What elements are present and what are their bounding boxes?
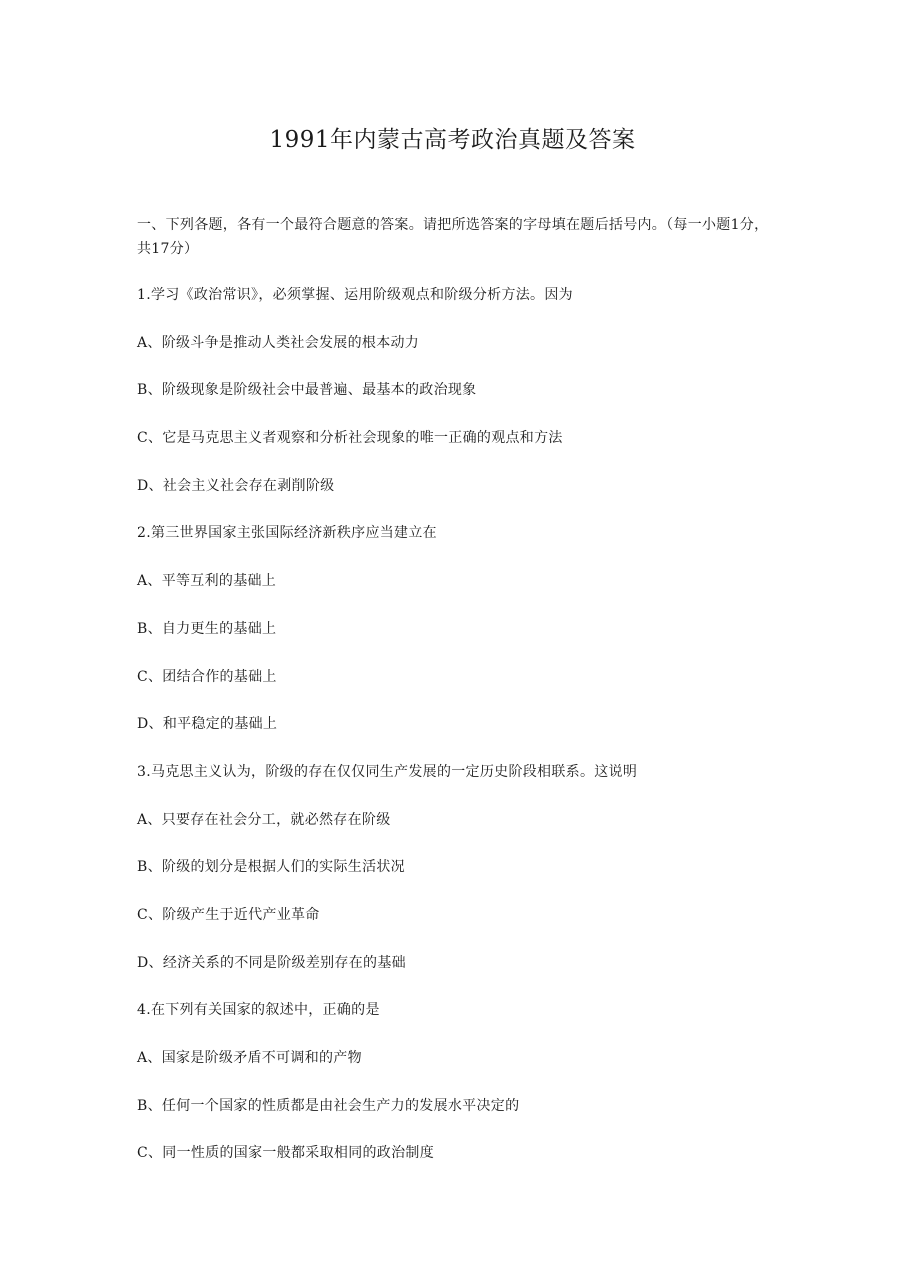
answer-option: A、国家是阶级矛盾不可调和的产物 <box>137 1050 362 1066</box>
answer-option: C、团结合作的基础上 <box>137 668 277 685</box>
answer-option: C、同一性质的国家一般都采取相同的政治制度 <box>137 1145 435 1162</box>
answer-option: A、只要存在社会分工，就必然存在阶级 <box>137 811 391 828</box>
answer-option: D、和平稳定的基础上 <box>137 716 278 733</box>
question-stem: 2.第三世界国家主张国际经济新秩序应当建立在 <box>137 525 437 542</box>
question-stem: 4.在下列有关国家的叙述中，正确的是 <box>137 1002 380 1019</box>
question-list <box>137 283 769 1189</box>
answer-option: B、阶级现象是阶级社会中最普遍、最基本的政治现象 <box>137 382 477 399</box>
answer-option: B、阶级的划分是根据人们的实际生活状况 <box>137 859 405 876</box>
answer-option: B、任何一个国家的性质都是由社会生产力的发展水平决定的 <box>137 1097 520 1114</box>
answer-option: D、社会主义社会存在剥削阶级 <box>137 477 335 494</box>
answer-option: C、阶级产生于近代产业革命 <box>137 906 320 923</box>
document-title: 1991年内蒙古高考政治真题及答案 <box>269 127 636 153</box>
answer-option: C、它是马克思主义者观察和分析社会现象的唯一正确的观点和方法 <box>137 430 563 447</box>
section-instructions: 一、下列各题，各有一个最符合题意的答案。请把所选答案的字母填在题后括号内。（每一小题1分，共17分） <box>137 217 769 257</box>
answer-option: B、自力更生的基础上 <box>137 620 277 637</box>
question-stem: 3.马克思主义认为，阶级的存在仅仅同生产发展的一定历史阶段相联系。这说明 <box>137 763 638 780</box>
answer-option: D、经济关系的不同是阶级差别存在的基础 <box>137 954 406 971</box>
question-stem: 1.学习《政治常识》，必须掌握、运用阶级观点和阶级分析方法。因为 <box>137 287 573 303</box>
answer-option: A、阶级斗争是推动人类社会发展的根本动力 <box>137 334 420 351</box>
answer-option: A、平等互利的基础上 <box>137 573 277 590</box>
